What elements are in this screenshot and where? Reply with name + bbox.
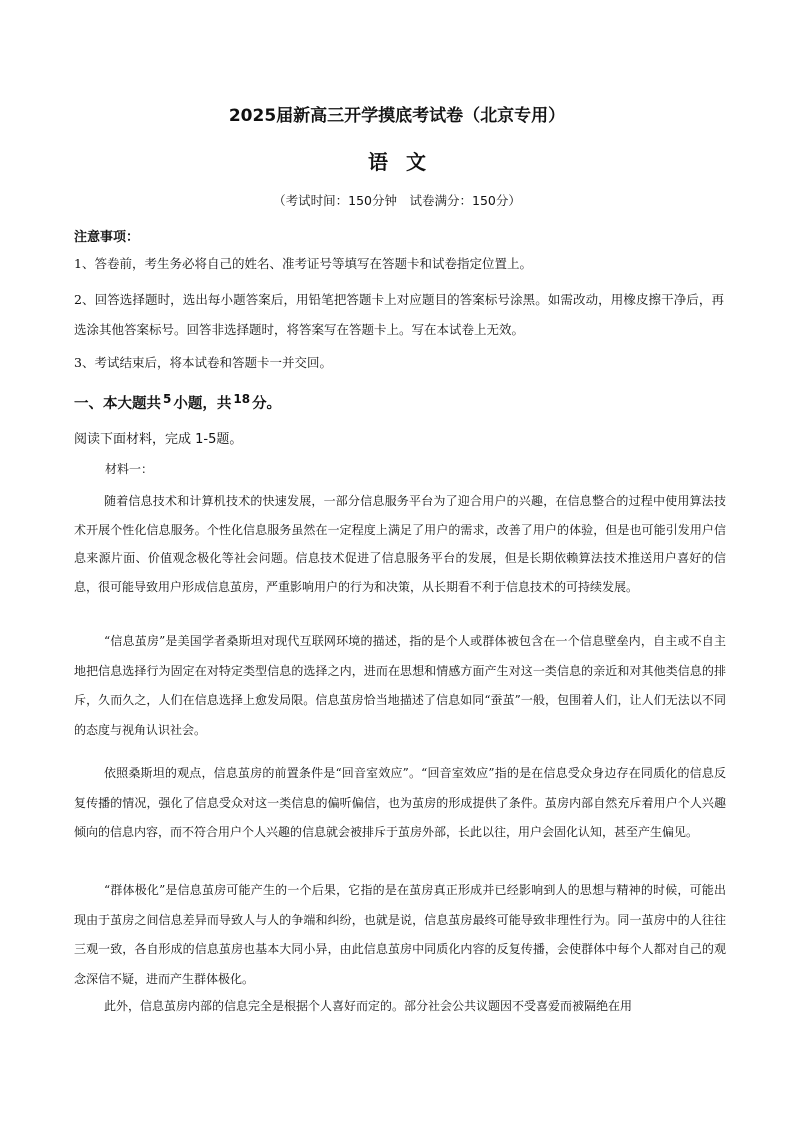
subject-title: 语文 <box>368 150 444 174</box>
material-paragraph-1: 随着信息技术和计算机技术的快速发展，一部分信息服务平台为了迎合用户的兴趣，在信息整合的过程中使用算法技术开展个性化信息服务。个性化信息服务虽然在一定程度上满足了用户的需求，改善了用户的体验，但是也可能引发用户信息来源片面、价值观念极化等社会问题。信息技术促进了信息服务平台的发展，但是长期依赖算法技术推送用户喜好的信息，很可能导致用户形成信息茧房，严重影响用户的行为和决策，从长期看不利于信息技术的可持续发展。 <box>74 494 726 594</box>
material-paragraph-5: 此外，信息茧房内部的信息完全是根据个人喜好而定的。部分社会公共议题因不受喜爱而被隔绝在用 <box>104 999 633 1013</box>
material-paragraph-4: “群体极化”是信息茧房可能产生的一个后果，它指的是在茧房真正形成并已经影响到人的思想与精神的时候，可能出现由于茧房之间信息差异而导致人与人的争端和纠纷，也就是说，信息茧房最终可能导致非理性行为。同一茧房中的人往往三观一致，各自形成的信息茧房也基本大同小异，由此信息茧房中同质化内容的反复传播，会使群体中每个人都对自己的观念深信不疑，进而产生群体极化。 <box>74 883 726 986</box>
section-suffix: 分。 <box>252 396 282 412</box>
material-paragraph-3: 依照桑斯坦的观点，信息茧房的前置条件是“回音室效应”。“回音室效应”指的是在信息受众身边存在同质化的信息反复传播的情况，强化了信息受众对这一类信息的偏听偏信，也为茧房的形成提供了条件。茧房内部自然充斥着用户个人兴趣倾向的信息内容，而不符合用户个人兴趣的信息就会被排斥于茧房外部，长此以往，用户会固化认知，甚至产生偏见。 <box>74 766 726 839</box>
total-points: 18 <box>233 392 251 406</box>
question-count: 5 <box>163 392 172 406</box>
notice-item-2: 2、回答选择题时，选出每小题答案后，用铅笔把答题卡上对应题目的答案标号涂黑。如需改动，用橡皮擦干净后，再选涂其他答案标号。回答非选择题时，将答案写在答题卡上。写在本试卷上无效。 <box>74 292 724 337</box>
material-label: 材料一： <box>105 462 154 476</box>
section-middle: 小题，共 <box>173 396 232 412</box>
notice-heading: 注意事项： <box>74 230 140 245</box>
notice-item-1: 1、答卷前，考生务必将自己的姓名、准考证号等填写在答题卡和试卷指定位置上。 <box>74 256 532 271</box>
exam-info: （考试时间：150分钟 试卷满分：150分） <box>273 193 521 208</box>
section-prefix: 一、本大题共 <box>74 396 161 412</box>
section-heading <box>74 392 281 413</box>
notice-item-3: 3、考试结束后，将本试卷和答题卡一并交回。 <box>74 355 332 370</box>
reading-instruction: 阅读下面材料，完成 1-5题。 <box>74 432 243 447</box>
exam-title: 2025届新高三开学摸底考试卷（北京专用） <box>228 106 566 126</box>
material-paragraph-2: “信息茧房”是美国学者桑斯坦对现代互联网环境的描述，指的是个人或群体被包含在一个信息壁垒内，自主或不自主地把信息选择行为固定在对特定类型信息的选择之内，进而在思想和情感方面产生对这一类信息的亲近和对其他类信息的排斥，久而久之，人们在信息选择上愈发局限。信息茧房恰当地描述了信息如同“蚕茧”一般，包围着人们，让人们无法以不同的态度与视角认识社会。 <box>74 634 726 737</box>
